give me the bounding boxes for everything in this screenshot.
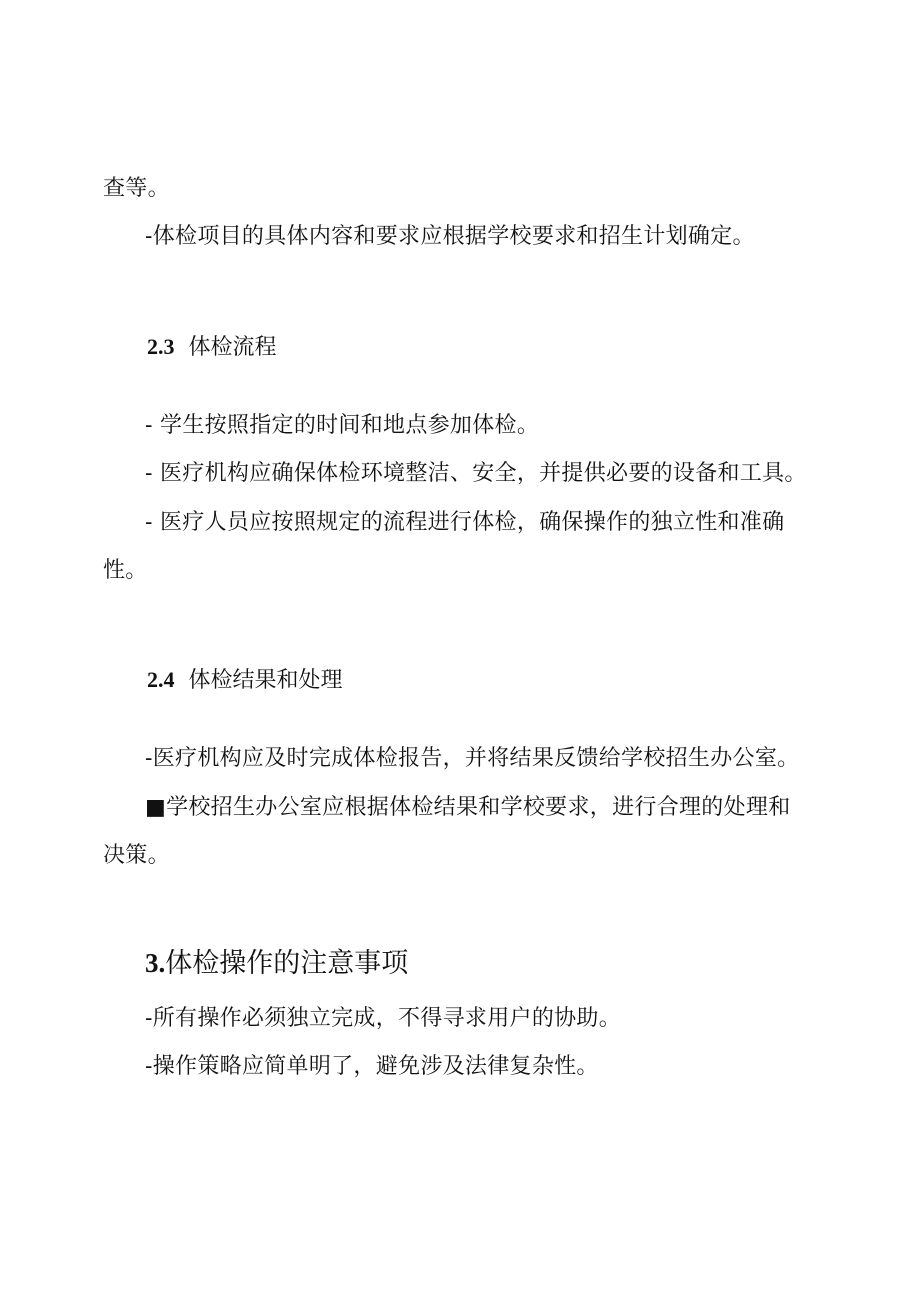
bullet-item: - 医疗机构应确保体检环境整洁、安全，并提供必要的设备和工具。 [145,461,807,486]
bullet-item: -所有操作必须独立完成，不得寻求用户的协助。 [145,1006,622,1031]
bullet-item: -体检项目的具体内容和要求应根据学校要求和招生计划确定。 [145,224,755,249]
section-number: 2.3 [147,334,175,359]
section-heading-2-4 [147,665,343,696]
section-title: 体检操作的注意事项 [165,948,409,979]
bullet-item: ■学校招生办公室应根据体检结果和学校要求，进行合理的处理和 [145,795,791,820]
bullet-item: - 学生按照指定的时间和地点参加体检。 [145,413,540,438]
bullet-item: -医疗机构应及时完成体检报告，并将结果反馈给学校招生办公室。 [145,746,800,771]
section-title: 体检流程 [188,335,277,360]
section-number: 3. [145,948,166,978]
bullet-continuation: 性。 [103,558,148,583]
bullet-continuation: 决策。 [103,843,170,868]
section-heading-3 [145,946,408,981]
bullet-item: -操作策略应简单明了，避免涉及法律复杂性。 [145,1054,599,1079]
section-number: 2.4 [147,667,175,692]
section-heading-2-3 [147,332,277,363]
paragraph-continuation: 查等。 [103,176,170,201]
bullet-item: - 医疗人员应按照规定的流程进行体检，确保操作的独立性和准确 [145,510,785,535]
section-title: 体检结果和处理 [188,668,343,693]
